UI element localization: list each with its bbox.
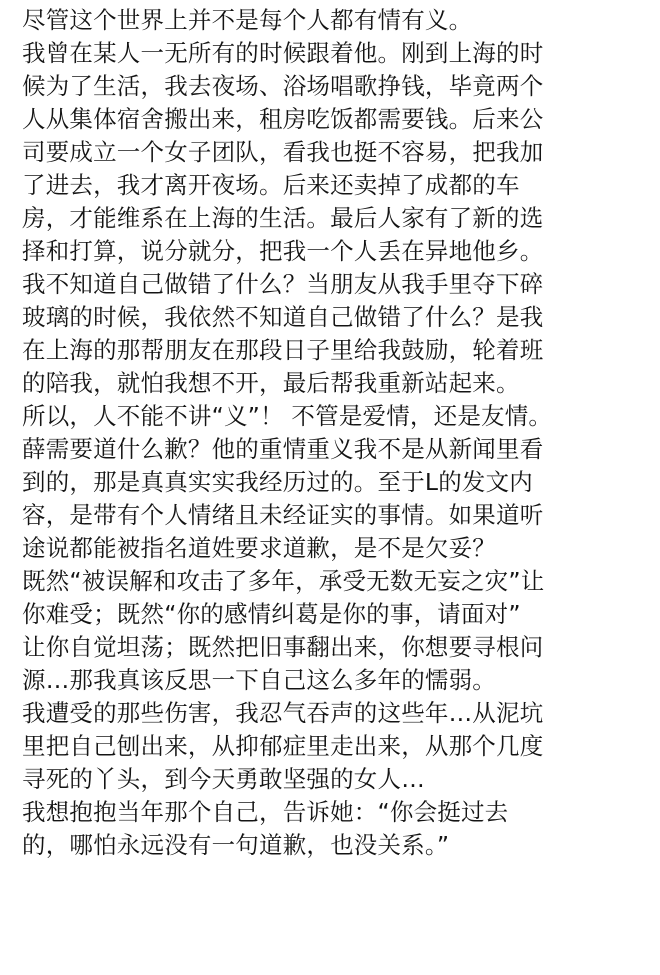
- text-line: 的陪我，就怕我想不开，最后帮我重新站起来。: [22, 369, 520, 397]
- text-line: 到的，那是真真实实我经历过的。至于L的发文内: [22, 468, 533, 496]
- text-line: 让你自觉坦荡；既然把旧事翻出来，你想要寻根问: [22, 633, 544, 661]
- text-line: 寻死的丫头，到今天勇敢坚强的女人…: [22, 765, 425, 793]
- text-line: 择和打算，说分就分，把我一个人丢在异地他乡。: [22, 237, 544, 265]
- text-line: 里把自己刨出来，从抑郁症里走出来，从那个几度: [22, 732, 544, 760]
- text-line: 薛需要道什么歉？他的重情重义我不是从新闻里看: [22, 435, 544, 463]
- text-line: 既然“被误解和攻击了多年，承受无数无妄之灾”让: [22, 567, 545, 595]
- text-line: 尽管这个世界上并不是每个人都有情有义。: [22, 6, 473, 34]
- text-line: 司要成立一个女子团队，看我也挺不容易，把我加: [22, 138, 544, 166]
- text-line: 人从集体宿舍搬出来，租房吃饭都需要钱。后来公: [22, 105, 544, 133]
- text-line: 我遭受的那些伤害，我忍气吞声的这些年…从泥坑: [22, 699, 544, 727]
- text-line: 途说都能被指名道姓要求道歉，是不是欠妥？: [22, 534, 496, 562]
- text-line: 的，哪怕永远没有一句道歉，也没关系。”: [22, 831, 450, 859]
- text-line: 玻璃的时候，我依然不知道自己做错了什么？是我: [22, 303, 544, 331]
- text-line: 了进去，我才离开夜场。后来还卖掉了成都的车: [22, 171, 520, 199]
- text-line: 房，才能维系在上海的生活。最后人家有了新的选: [22, 204, 544, 232]
- statement-text: [22, 0, 652, 862]
- text-line: 你难受；既然“你的感情纠葛是你的事，请面对”: [22, 600, 521, 628]
- text-line: 我想抱抱当年那个自己，告诉她：“你会挺过去: [22, 798, 509, 826]
- text-line: 我曾在某人一无所有的时候跟着他。刚到上海的时: [22, 39, 544, 67]
- text-line: 候为了生活，我去夜场、浴场唱歌挣钱，毕竟两个: [22, 72, 544, 100]
- text-line: 容，是带有个人情绪且未经证实的事情。如果道听: [22, 501, 544, 529]
- text-line: 源…那我真该反思一下自己这么多年的懦弱。: [22, 666, 496, 694]
- text-line: 在上海的那帮朋友在那段日子里给我鼓励，轮着班: [22, 336, 544, 364]
- text-line: 所以，人不能不讲“义”！ 不管是爱情，还是友情。: [22, 402, 553, 430]
- text-line: 我不知道自己做错了什么？当朋友从我手里夺下碎: [22, 270, 544, 298]
